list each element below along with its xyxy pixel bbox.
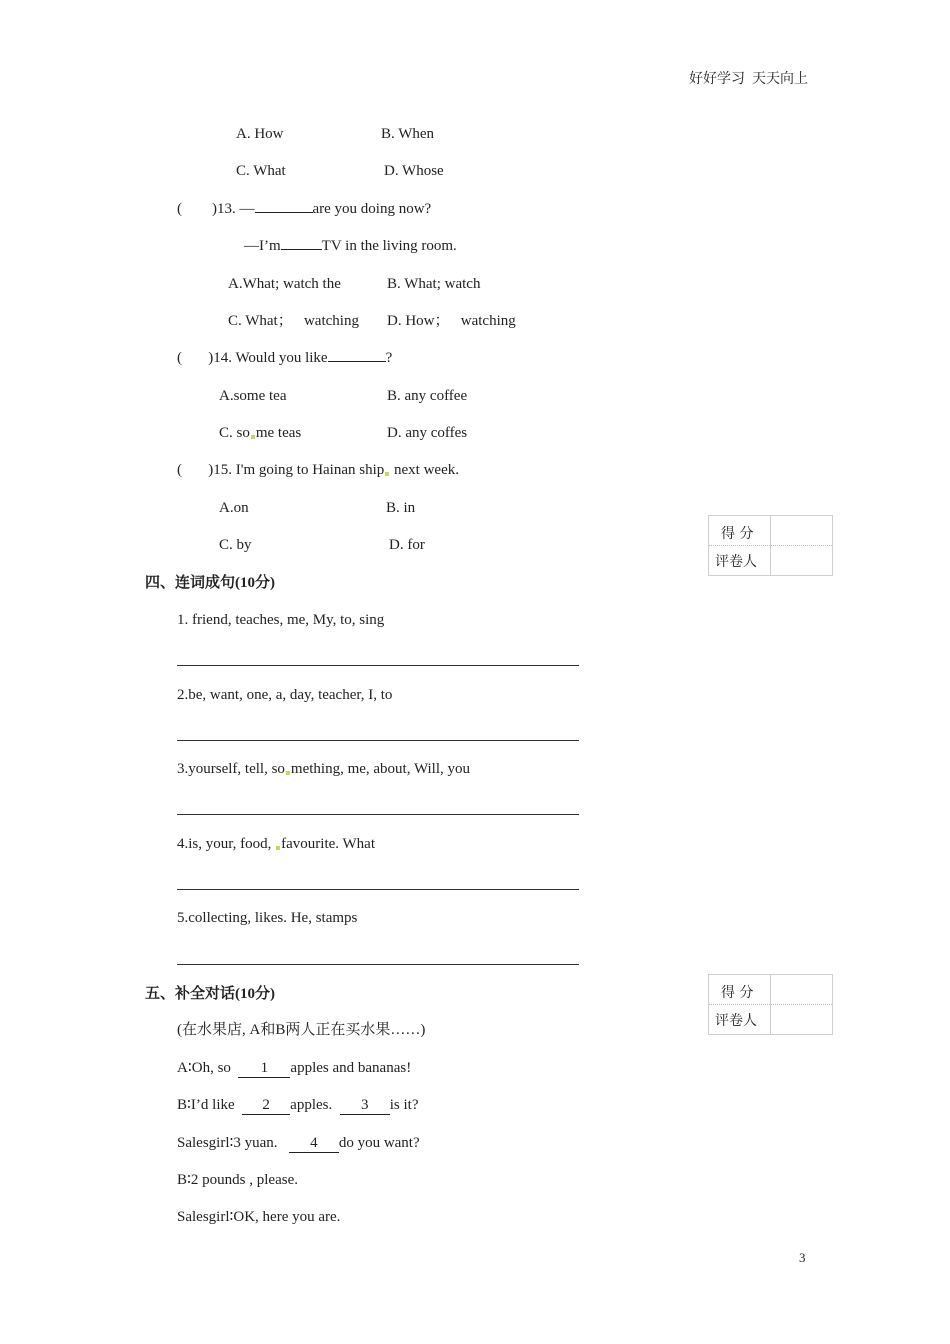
q12-option-d: D. Whose — [384, 163, 444, 179]
grader-label: 评卷人 — [715, 554, 757, 570]
q13-response — [244, 236, 457, 256]
score-box-section5 — [708, 974, 833, 1035]
q14-option-c-end: me teas — [255, 425, 302, 441]
q12-option-c: C. What — [236, 163, 286, 179]
q14-option-a: A.some tea — [219, 388, 287, 404]
answer-line-1[interactable] — [177, 665, 579, 666]
dialogue-line-3-end: do you want? — [338, 1135, 420, 1151]
q13-blank — [255, 212, 313, 213]
q14-blank — [328, 361, 386, 362]
dialogue-blank-3[interactable]: 3 — [340, 1097, 390, 1115]
page-number: 3 — [799, 1250, 806, 1265]
answer-line-2[interactable] — [177, 740, 579, 741]
dialogue-blank-1[interactable]: 1 — [238, 1060, 290, 1078]
dialogue-line-3-start: Salesgirl∶3 yuan. — [177, 1135, 289, 1151]
q13-response-start: —I’m — [244, 238, 281, 254]
page-header: 好好学习 天天向上 — [689, 72, 808, 87]
dialogue-line-4: B∶2 pounds , please. — [177, 1172, 298, 1188]
section5-title: 五、补全对话 — [145, 984, 236, 1002]
q13-stem-start: ( )13. — — [177, 201, 255, 217]
answer-line-3[interactable] — [177, 814, 579, 815]
q15-option-c: C. by — [219, 537, 252, 553]
q13-option-a: A.What; watch the — [228, 276, 341, 292]
marker-dot — [385, 472, 389, 476]
dialogue-line-1 — [177, 1058, 411, 1078]
score-label: 得 分 — [721, 985, 754, 1001]
dialogue-line-5: Salesgirl∶OK, here you are. — [177, 1209, 341, 1225]
marker-dot — [286, 771, 290, 775]
section4-item-2: 2.be, want, one, a, day, teacher, I, to — [177, 687, 393, 703]
section4-item-4-start: 4.is, your, food, — [177, 836, 276, 852]
score-label: 得 分 — [721, 526, 754, 542]
dialogue-line-2-mid: apples. — [290, 1097, 340, 1113]
dialogue-line-1-end: apples and bananas! — [290, 1060, 412, 1076]
answer-line-5[interactable] — [177, 964, 579, 965]
section4-item-3 — [177, 759, 470, 779]
q15-option-d: D. for — [389, 537, 425, 553]
question-13 — [177, 199, 431, 219]
dialogue-blank-2[interactable]: 2 — [242, 1097, 290, 1115]
q13-response-blank — [281, 249, 322, 250]
q15-option-a: A.on — [219, 500, 249, 516]
section4-heading — [145, 572, 275, 593]
q12-option-a: A. How — [236, 126, 284, 142]
dialogue-line-3 — [177, 1133, 420, 1153]
grader-label: 评卷人 — [715, 1013, 757, 1029]
q13-option-c: C. What； watching — [228, 313, 359, 329]
q14-option-d: D. any coffes — [387, 425, 468, 441]
q14-option-c — [219, 423, 301, 443]
dialogue-line-2-start: B∶I’d like — [177, 1097, 243, 1113]
section4-item-1: 1. friend, teaches, me, My, to, sing — [177, 612, 385, 628]
section4-item-5: 5.collecting, likes. He, stamps — [177, 910, 358, 926]
score-box-divider — [709, 545, 832, 546]
q13-stem-end: are you doing now? — [312, 201, 432, 217]
q15-option-b: B. in — [386, 500, 416, 516]
section4-points: (10分) — [235, 575, 276, 591]
q13-option-d: D. How； watching — [387, 313, 516, 329]
q13-response-end: TV in the living room. — [321, 238, 457, 254]
q15-stem-end: next week. — [390, 462, 459, 478]
marker-dot — [276, 846, 280, 850]
q12-option-b: B. When — [381, 126, 435, 142]
score-box-divider — [709, 1004, 832, 1005]
question-15 — [177, 460, 459, 480]
section4-item-4 — [177, 834, 375, 854]
dialogue-line-1-start: A∶Oh, so — [177, 1060, 239, 1076]
section4-item-4-end: favourite. What — [281, 836, 376, 852]
answer-line-4[interactable] — [177, 889, 579, 890]
section4-item-3-start: 3.yourself, tell, so — [177, 761, 285, 777]
section4-title: 四、连词成句 — [145, 573, 236, 591]
marker-dot — [251, 435, 255, 439]
question-14 — [177, 348, 392, 368]
section5-heading — [145, 983, 275, 1004]
q14-stem-end: ? — [385, 350, 393, 366]
q13-option-b: B. What; watch — [387, 276, 481, 292]
q14-stem-start: ( )14. Would you like — [177, 350, 328, 366]
section4-item-3-end: mething, me, about, Will, you — [290, 761, 471, 777]
q14-option-c-start: C. so — [219, 425, 250, 441]
q14-option-b: B. any coffee — [387, 388, 468, 404]
dialogue-blank-4[interactable]: 4 — [289, 1135, 339, 1153]
section5-points: (10分) — [235, 986, 276, 1002]
dialogue-line-2-end: is it? — [389, 1097, 419, 1113]
dialogue-line-2 — [177, 1095, 418, 1115]
score-box-section4 — [708, 515, 833, 576]
q15-stem-start: ( )15. I'm going to Hainan ship — [177, 462, 385, 478]
dialogue-context: (在水果店, A和B两人正在买水果……) — [177, 1022, 426, 1038]
